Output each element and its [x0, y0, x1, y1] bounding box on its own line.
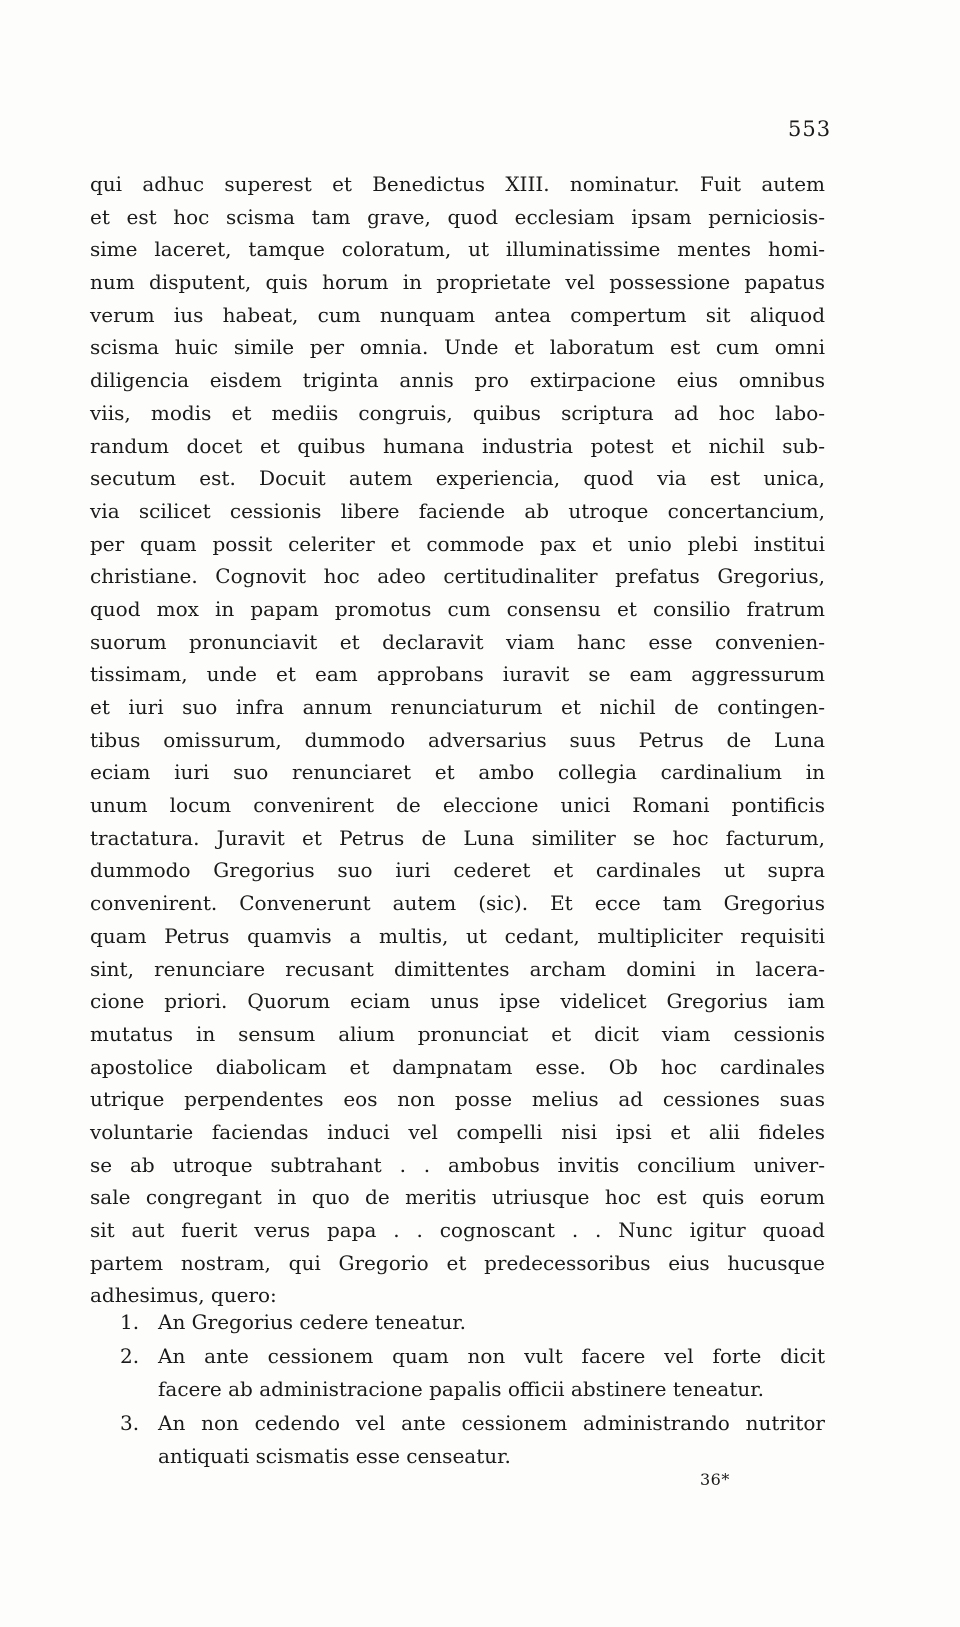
text-line: cione priori. Quorum eciam unus ipse videlicet Gregorius iam	[90, 989, 825, 1014]
text-line: partem nostram, qui Gregorio et predecessoribus eius hucusque	[90, 1250, 825, 1275]
text-line: mutatus in sensum alium pronunciat et dicit viam cessionis	[90, 1021, 825, 1046]
text-line: tibus omissurum, dummodo adversarius suus Petrus de Luna	[90, 727, 825, 752]
text-line: suorum pronunciavit et declaravit viam hanc esse convenien-	[90, 629, 825, 654]
question-line: An ante cessionem quam non vult facere vel forte dicit	[158, 1343, 825, 1368]
text-line: diligencia eisdem triginta annis pro extirpacione eius omnibus	[90, 368, 825, 393]
question-line: An non cedendo vel ante cessionem administrando nutritor	[158, 1410, 825, 1435]
text-line: eciam iuri suo renunciaret et ambo collegia cardinalium in	[90, 760, 825, 785]
question-list	[120, 1306, 825, 1474]
body-paragraph	[90, 168, 825, 1312]
text-line: dummodo Gregorius suo iuri cederet et cardinales ut supra	[90, 858, 825, 883]
text-line: sit aut fuerit verus papa . . cognoscant . . Nunc igitur quoad	[90, 1218, 825, 1242]
question-item	[120, 1306, 825, 1340]
text-line: verum ius habeat, cum nunquam antea compertum sit aliquod	[90, 302, 825, 327]
text-line: adhesimus, quero:	[90, 1283, 277, 1308]
text-line: secutum est. Docuit autem experiencia, quod via est unica,	[90, 466, 825, 491]
text-line: per quam possit celeriter et commode pax et unio plebi institui	[90, 531, 825, 556]
question-line: antiquati scismatis esse censeatur.	[158, 1444, 511, 1468]
question-item	[120, 1407, 825, 1474]
question-line: facere ab administracione papalis officii abstinere teneatur.	[158, 1377, 764, 1401]
question-text	[158, 1407, 825, 1474]
question-text	[158, 1306, 825, 1340]
text-line: sime laceret, tamque coloratum, ut illuminatissime mentes homi-	[90, 237, 825, 262]
question-item	[120, 1340, 825, 1407]
text-line: voluntarie faciendas induci vel compelli nisi ipsi et alii fideles	[90, 1119, 825, 1144]
text-line: christiane. Cognovit hoc adeo certitudinaliter prefatus Gregorius,	[90, 564, 825, 589]
signature-mark: 36*	[700, 1470, 730, 1489]
text-line: se ab utroque subtrahant . . ambobus invitis concilium univer-	[90, 1152, 825, 1177]
question-number: 2.	[120, 1343, 140, 1368]
text-line: qui adhuc superest et Benedictus XIII. nominatur. Fuit autem	[90, 172, 825, 196]
text-line: scisma huic simile per omnia. Unde et laboratum est cum omni	[90, 335, 825, 360]
text-line: quod mox in papam promotus cum consensu et consilio fratrum	[90, 596, 825, 621]
text-line: via scilicet cessionis libere faciende ab utroque concertancium,	[90, 498, 825, 523]
text-line: sale congregant in quo de meritis utriusque hoc est quis eorum	[90, 1185, 825, 1210]
text-line: tractatura. Juravit et Petrus de Luna similiter se hoc facturum,	[90, 825, 825, 850]
text-line: sint, renunciare recusant dimittentes archam domini in lacera-	[90, 956, 825, 981]
question-text	[158, 1340, 825, 1407]
text-line: tissimam, unde et eam approbans iuravit se eam aggressurum	[90, 662, 825, 687]
text-line: convenirent. Convenerunt autem (sic). Et ecce tam Gregorius	[90, 891, 825, 916]
question-number: 3.	[120, 1410, 140, 1435]
text-line: et est hoc scisma tam grave, quod ecclesiam ipsam perniciosis-	[90, 204, 825, 229]
question-line: An Gregorius cedere teneatur.	[158, 1310, 466, 1334]
text-line: randum docet et quibus humana industria potest et nichil sub-	[90, 433, 825, 458]
text-line: quam Petrus quamvis a multis, ut cedant, multipliciter requisiti	[90, 923, 825, 948]
page-number: 553	[788, 117, 832, 141]
text-line: utrique perpendentes eos non posse melius ad cessiones suas	[90, 1087, 825, 1112]
text-line: num disputent, quis horum in proprietate vel possessione papatus	[90, 270, 825, 295]
text-line: apostolice diabolicam et dampnatam esse. Ob hoc cardinales	[90, 1054, 825, 1079]
text-line: viis, modis et mediis congruis, quibus scriptura ad hoc labo-	[90, 400, 825, 425]
text-line: et iuri suo infra annum renunciaturum et nichil de contingen-	[90, 695, 825, 719]
question-number: 1.	[120, 1310, 140, 1334]
text-line: unum locum convenirent de eleccione unici Romani pontificis	[90, 793, 825, 818]
